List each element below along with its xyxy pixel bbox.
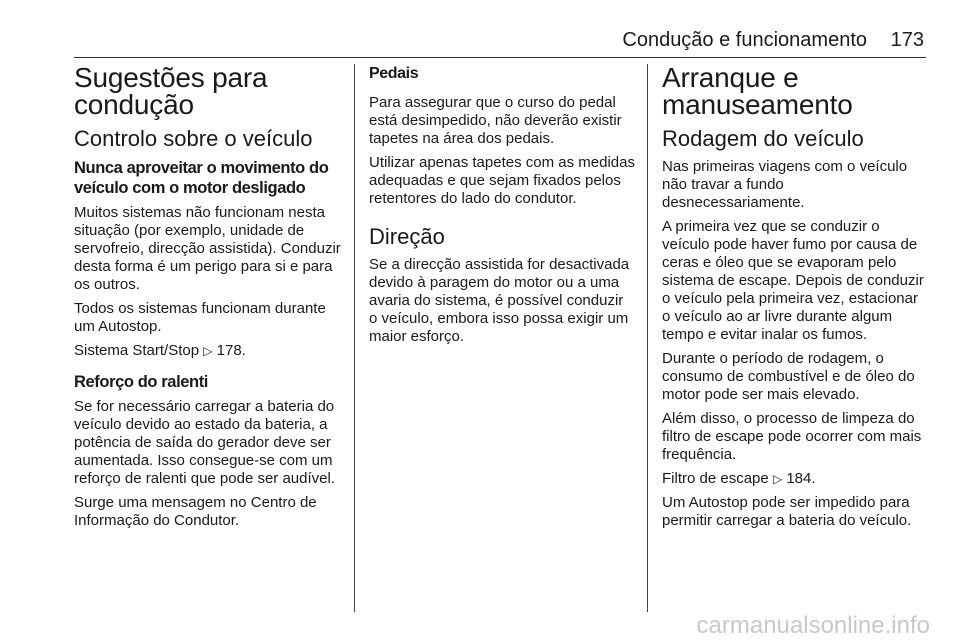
subsection-heading: Rodagem do veículo <box>662 126 864 151</box>
topic-heading: Nunca aproveitar o movimento do veículo com o motor desligado <box>74 159 329 197</box>
paragraph: Muitos sistemas não funcionam nesta situação (por exemplo, unidade de servofreio, direcção assistida). Conduzir desta forma é um perigo para si e para os outros. <box>74 204 341 293</box>
column-3 <box>662 64 928 536</box>
paragraph: Um Autostop pode ser impedido para permitir carregar a bateria do veículo. <box>662 494 912 529</box>
section-heading: Sugestões para condução <box>74 62 268 120</box>
cross-reference <box>662 470 928 488</box>
paragraph: Se a direcção assistida for desactivada devido à paragem do motor ou a uma avaria do sistema, é possível conduzir o veículo, embora isso possa exigir um maior esforço. <box>369 256 630 345</box>
topic-heading: Reforço do ralenti <box>74 373 208 391</box>
paragraph: Se for necessário carregar a bateria do veículo devido ao estado da bateria, a potência de saída do gerador deve ser aumentada. Isso consegue-se com um reforço de ralenti que pode ser audível. <box>74 398 335 487</box>
section-heading: Arranque e manuseamento <box>662 62 853 120</box>
reference-text: Sistema Start/Stop <box>74 342 200 359</box>
running-title: Condução e funcionamento <box>622 29 867 51</box>
cross-reference <box>74 342 342 360</box>
column-divider-2 <box>647 64 648 612</box>
page-number: 173 <box>890 29 924 51</box>
topic-heading: Pedais <box>369 65 419 82</box>
watermark: carmanualsonline.info <box>696 612 930 639</box>
paragraph: Utilizar apenas tapetes com as medidas adequadas e que sejam fixados pelos retentores do lado do condutor. <box>369 154 635 207</box>
paragraph: Surge uma mensagem no Centro de Informação do Condutor. <box>74 494 317 529</box>
paragraph: Para assegurar que o curso do pedal está desimpedido, não deverão existir tapetes na área dos pedais. <box>369 94 622 147</box>
column-2 <box>369 64 635 352</box>
subsection-heading: Direção <box>369 224 445 249</box>
paragraph: Nas primeiras viagens com o veículo não travar a fundo desnecessariamente. <box>662 158 908 211</box>
paragraph: Durante o período de rodagem, o consumo de combustível e de óleo do motor pode ser mais elevado. <box>662 350 915 403</box>
reference-page: 178. <box>216 342 246 359</box>
column-1 <box>74 64 342 536</box>
reference-page: 184. <box>786 470 816 487</box>
page-header <box>0 28 960 58</box>
subsection-heading: Controlo sobre o veículo <box>74 126 313 151</box>
page-reference-icon: ▷ <box>203 344 213 358</box>
paragraph: Todos os sistemas funcionam durante um Autostop. <box>74 300 326 335</box>
column-divider-1 <box>354 64 355 612</box>
paragraph: Além disso, o processo de limpeza do filtro de escape pode ocorrer com mais frequência. <box>662 410 922 463</box>
reference-text: Filtro de escape <box>662 470 769 487</box>
header-divider <box>74 57 926 58</box>
paragraph: A primeira vez que se conduzir o veículo pode haver fumo por causa de ceras e óleo que se evaporam pelo sistema de escape. Depois de conduzir o veículo pela primeira vez, estacionar o veículo ao ar livre durante algum tempo e evitar inalar os fumos. <box>662 218 924 343</box>
page-reference-icon: ▷ <box>772 472 783 486</box>
